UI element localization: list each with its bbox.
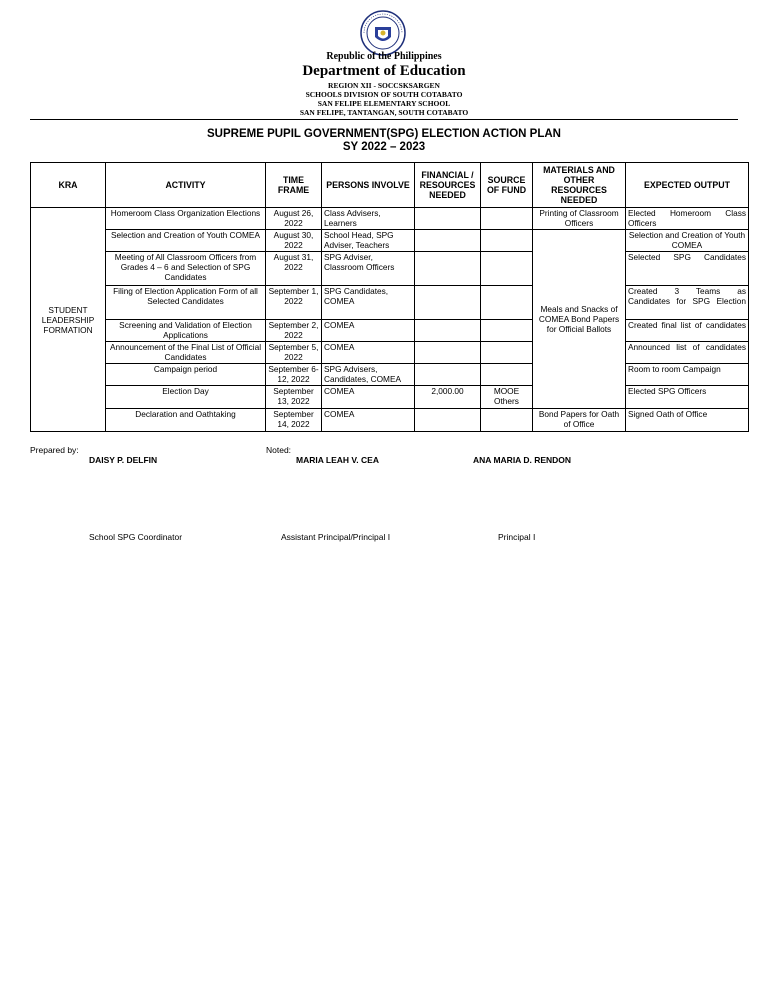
persons-cell: SPG Adviser, Classroom Officers: [322, 252, 415, 286]
financial-cell: [415, 320, 481, 342]
output-cell: Selection and Creation of Youth COMEA: [626, 230, 749, 252]
output-cell: Elected Homeroom Class Officers: [626, 208, 749, 230]
activity-cell: Screening and Validation of Election Applications: [106, 320, 266, 342]
activity-cell: Announcement of the Final List of Official Candidates: [106, 342, 266, 364]
activity-cell: Election Day: [106, 386, 266, 409]
time-cell: September 13, 2022: [266, 386, 322, 409]
time-cell: August 31, 2022: [266, 252, 322, 286]
noted-name-1: MARIA LEAH V. CEA: [296, 455, 379, 465]
preparer-title: School SPG Coordinator: [89, 532, 183, 542]
activity-cell: Meeting of All Classroom Officers from Grades 4 – 6 and Selection of SPG Candidates: [106, 252, 266, 286]
table-row: [31, 409, 749, 432]
time-cell: August 26, 2022: [266, 208, 322, 230]
activity-cell: Selection and Creation of Youth COMEA: [106, 230, 266, 252]
table-header-row: [31, 163, 749, 208]
deped-seal-logo: [360, 10, 406, 56]
persons-cell: Class Advisers, Learners: [322, 208, 415, 230]
persons-cell: School Head, SPG Adviser, Teachers: [322, 230, 415, 252]
school-line: SAN FELIPE ELEMENTARY SCHOOL: [317, 99, 451, 108]
time-cell: August 30, 2022: [266, 230, 322, 252]
school-year: SY 2022 – 2023: [342, 141, 426, 153]
time-cell: September 5, 2022: [266, 342, 322, 364]
table-row: [31, 386, 749, 409]
activity-cell: Campaign period: [106, 364, 266, 386]
source-cell: [481, 342, 533, 364]
source-cell: [481, 252, 533, 286]
financial-cell: [415, 409, 481, 432]
header-financial: FINANCIAL / RESOURCES NEEDED: [415, 163, 481, 208]
action-plan-table: [30, 162, 749, 432]
materials-cell: Meals and Snacks of COMEA Bond Papers for Official Ballots: [533, 230, 626, 409]
header-time-frame: TIME FRAME: [266, 163, 322, 208]
persons-cell: COMEA: [322, 386, 415, 409]
output-cell: Created 3 Teams as Candidates for SPG Election: [626, 286, 749, 320]
output-cell: Room to room Campaign: [626, 364, 749, 386]
output-cell: Created final list of candidates: [626, 320, 749, 342]
materials-cell: Bond Papers for Oath of Office: [533, 409, 626, 432]
republic-line: Republic of the Philippines: [326, 51, 442, 62]
table-row: [31, 364, 749, 386]
source-cell: [481, 230, 533, 252]
noted-name-2: ANA MARIA D. RENDON: [473, 455, 572, 465]
persons-cell: COMEA: [322, 409, 415, 432]
noted-title-1: Assistant Principal/Principal I: [281, 532, 391, 542]
financial-cell: [415, 364, 481, 386]
time-cell: September 2, 2022: [266, 320, 322, 342]
persons-cell: COMEA: [322, 342, 415, 364]
source-cell: [481, 364, 533, 386]
source-cell: [481, 320, 533, 342]
persons-cell: SPG Candidates, COMEA: [322, 286, 415, 320]
financial-cell: [415, 208, 481, 230]
financial-cell: [415, 230, 481, 252]
persons-cell: SPG Advisers, Candidates, COMEA: [322, 364, 415, 386]
source-cell: [481, 409, 533, 432]
table-row: [31, 286, 749, 320]
time-cell: September 1, 2022: [266, 286, 322, 320]
header-materials: MATERIALS AND OTHER RESOURCES NEEDED: [533, 163, 626, 208]
division-line: SCHOOLS DIVISION OF SOUTH COTABATO: [305, 90, 463, 99]
header-source: SOURCE OF FUND: [481, 163, 533, 208]
kra-cell: STUDENT LEADERSHIP FORMATION: [31, 208, 106, 432]
header-persons: PERSONS INVOLVE: [322, 163, 415, 208]
table-row: [31, 342, 749, 364]
table-row: [31, 252, 749, 286]
source-cell: MOOE Others: [481, 386, 533, 409]
document-title: SUPREME PUPIL GOVERNMENT(SPG) ELECTION ACTION PLAN: [207, 128, 561, 140]
table-row: [31, 208, 749, 230]
region-line: REGION XII - SOCCSKSARGEN: [328, 81, 440, 90]
noted-label: Noted:: [266, 445, 292, 455]
activity-cell: Homeroom Class Organization Elections: [106, 208, 266, 230]
header-activity: ACTIVITY: [106, 163, 266, 208]
preparer-name: DAISY P. DELFIN: [89, 455, 158, 465]
financial-cell: [415, 286, 481, 320]
time-cell: September 6-12, 2022: [266, 364, 322, 386]
source-cell: [481, 208, 533, 230]
materials-cell: Printing of Classroom Officers: [533, 208, 626, 230]
header-output: EXPECTED OUTPUT: [626, 163, 749, 208]
financial-cell: [415, 342, 481, 364]
table-row: [31, 320, 749, 342]
address-line: SAN FELIPE, TANTANGAN, SOUTH COTABATO: [299, 108, 469, 117]
output-cell: Selected SPG Candidates: [626, 252, 749, 286]
persons-cell: COMEA: [322, 320, 415, 342]
activity-cell: Filing of Election Application Form of all Selected Candidates: [106, 286, 266, 320]
prepared-by-label: Prepared by:: [30, 445, 79, 455]
time-cell: September 14, 2022: [266, 409, 322, 432]
department-name: Department of Education: [302, 63, 466, 79]
header-divider: [30, 119, 738, 120]
financial-cell: 2,000.00: [415, 386, 481, 409]
output-cell: Elected SPG Officers: [626, 386, 749, 409]
header-kra: KRA: [31, 163, 106, 208]
output-cell: Announced list of candidates: [626, 342, 749, 364]
table-row: [31, 230, 749, 252]
source-cell: [481, 286, 533, 320]
activity-cell: Declaration and Oathtaking: [106, 409, 266, 432]
noted-title-2: Principal I: [498, 532, 536, 542]
output-cell: Signed Oath of Office: [626, 409, 749, 432]
financial-cell: [415, 252, 481, 286]
